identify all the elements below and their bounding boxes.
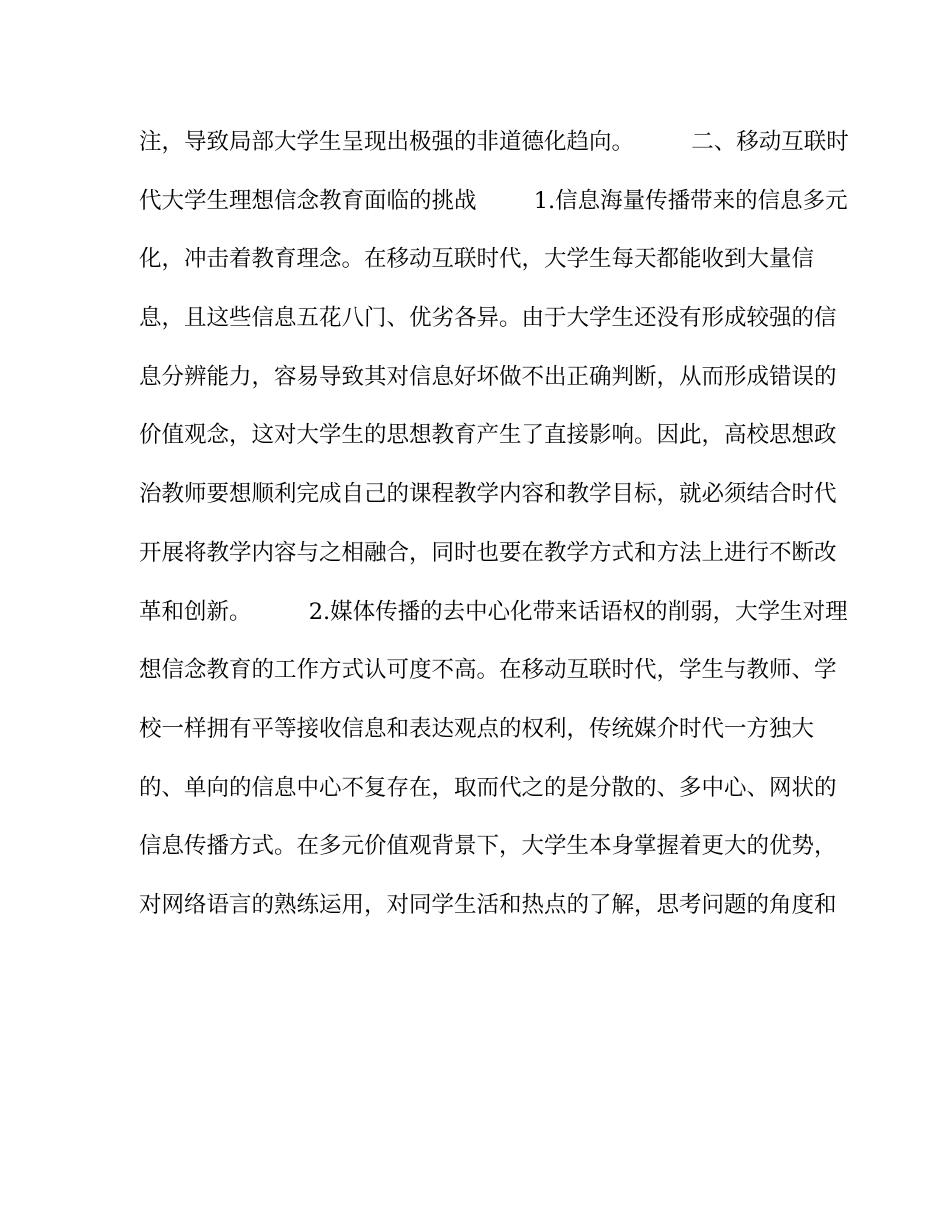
text-line: 治教师要想顺利完成自己的课程教学内容和教学目标，就必须结合时代 <box>139 481 837 508</box>
text-line: 的、单向的信息中心不复存在，取而代之的是分散的、多中心、网状的 <box>139 774 837 801</box>
text-line: 注，导致局部大学生呈现出极强的非道德化趋向。 二、移动互联时 <box>139 129 849 155</box>
text-line: 信息传播方式。在多元价值观背景下，大学生本身掌握着更大的优势， <box>139 833 837 860</box>
text-line: 想信念教育的工作方式认可度不高。在移动互联时代，学生与教师、学 <box>139 657 837 684</box>
text-line: 对网络语言的熟练运用，对同学生活和热点的了解，思考问题的角度和 <box>139 891 837 918</box>
text-line: 校一样拥有平等接收信息和表达观点的权利，传统媒介时代一方独大 <box>139 715 815 742</box>
text-line: 息分辨能力，容易导致其对信息好坏做不出正确判断，从而形成错误的 <box>139 363 837 390</box>
text-line: 革和创新。 2.媒体传播的去中心化带来话语权的削弱，大学生对理 <box>139 598 848 625</box>
text-line: 代大学生理想信念教育面临的挑战 1.信息海量传播带来的信息多元 <box>139 187 848 214</box>
text-line: 价值观念，这对大学生的思想教育产生了直接影响。因此，高校思想政 <box>139 422 837 449</box>
text-line: 化，冲击着教育理念。在移动互联时代，大学生每天都能收到大量信 <box>139 246 815 273</box>
body-text <box>139 118 849 940</box>
text-line: 开展将教学内容与之相融合，同时也要在教学方式和方法上进行不断改 <box>139 539 837 566</box>
text-line: 息，且这些信息五花八门、优劣各异。由于大学生还没有形成较强的信 <box>139 305 837 332</box>
